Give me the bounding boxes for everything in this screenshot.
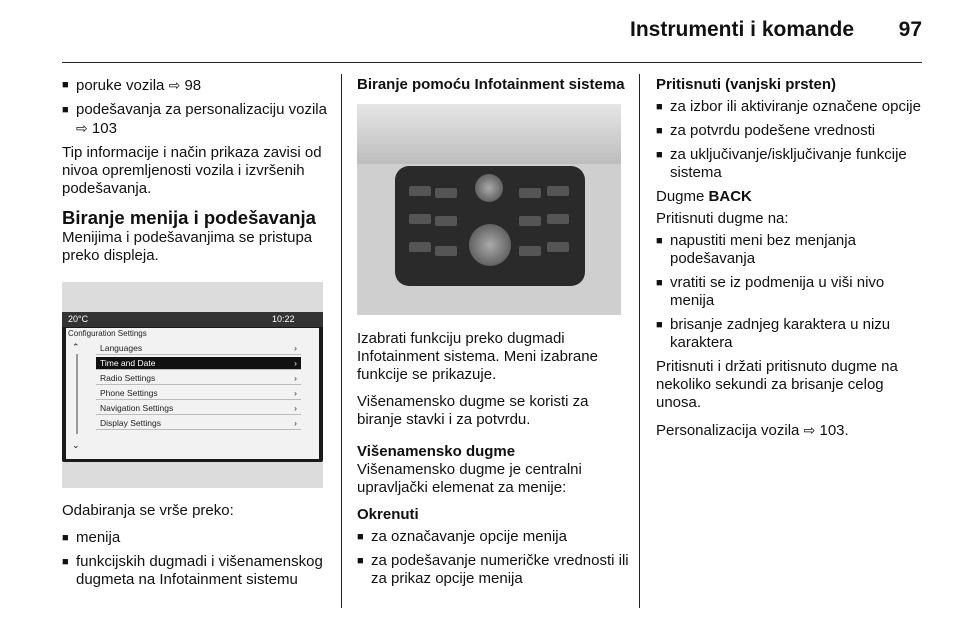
header-rule	[62, 62, 922, 63]
list-item: ■ za uključivanje/isključivanje funkcije sistema	[656, 146, 907, 181]
bullet-icon: ■	[656, 125, 663, 137]
chevron-right-icon: ›	[294, 358, 297, 368]
list-item: ■ za označavanje opcije menija	[357, 528, 567, 545]
scroll-down-icon: ⌄	[72, 440, 80, 450]
display-photo	[62, 282, 323, 488]
chevron-right-icon: ›	[294, 388, 297, 398]
menu-item-display-settings: Display Settings ›	[96, 417, 301, 430]
panel-button-icon	[519, 188, 541, 198]
paragraph: Višenamensko dugme se koristi za biranje stavki i za potvrdu.	[357, 393, 589, 428]
column-divider	[341, 74, 342, 608]
subheading: Višenamensko dugme	[357, 443, 516, 460]
paragraph: Odabiranja se vrše preko:	[62, 502, 234, 519]
paragraph: Menijima i podešavanjima se pristupa preko displeja.	[62, 229, 313, 264]
bullet-icon: ■	[62, 104, 69, 116]
list-item: ■ napustiti meni bez menjanja podešavanja	[656, 232, 856, 267]
panel-button-icon	[409, 242, 431, 252]
back-button-label: BACK	[708, 188, 752, 205]
panel-button-icon	[435, 188, 457, 198]
list-item: ■ za podešavanje numeričke vrednosti ili za prikaz opcije menija	[357, 552, 629, 587]
chevron-right-icon: ›	[294, 343, 297, 353]
paragraph: Dugme BACK	[656, 188, 752, 205]
panel-button-icon	[435, 246, 457, 256]
chevron-right-icon: ›	[294, 403, 297, 413]
list-item: ■ za potvrdu podešene vrednosti	[656, 122, 876, 139]
subheading: Okrenuti	[357, 506, 419, 523]
bullet-icon: ■	[62, 79, 69, 91]
list-item: ■ poruke vozila ⇨ 98	[62, 77, 202, 94]
screen-body	[66, 328, 319, 459]
reference-arrow-icon: ⇨	[76, 120, 88, 136]
list-item: ■ podešavanja za personalizaciju vozila ⇨ 103	[62, 101, 327, 137]
middle-column-top	[357, 76, 629, 94]
chevron-right-icon: ›	[294, 373, 297, 383]
section-heading: Biranje menija i podešavanja	[62, 207, 316, 228]
temperature-readout: 20°C	[68, 314, 89, 324]
panel-button-icon	[547, 214, 569, 224]
menu-item-radio-settings: Radio Settings ›	[96, 372, 301, 385]
bullet-icon: ■	[357, 531, 364, 543]
paragraph: Personalizacija vozila ⇨ 103.	[656, 422, 849, 439]
panel-button-icon	[519, 216, 541, 226]
subheading: Pritisnuti (vanjski prsten)	[656, 76, 837, 93]
scrollbar	[76, 354, 78, 434]
reference-arrow-icon: ⇨	[168, 77, 181, 93]
list-item: ■ menija	[62, 529, 121, 546]
column-divider	[639, 74, 640, 608]
section-heading: Biranje pomoću Infotainment sistema	[357, 76, 625, 93]
volume-knob-icon	[475, 174, 503, 202]
bullet-icon: ■	[656, 235, 663, 247]
right-column	[656, 76, 922, 449]
bullet-icon: ■	[357, 555, 364, 567]
list-item: ■ za izbor ili aktiviranje označene opcije	[656, 98, 921, 115]
screen-title: Configuration Settings	[68, 329, 147, 338]
list-item: ■ brisanje zadnjeg karaktera u nizu karaktera	[656, 316, 891, 351]
clock-readout: 10:22	[272, 314, 295, 324]
bullet-icon: ■	[656, 277, 663, 289]
page-number: 97	[898, 18, 922, 41]
screen-status-bar	[62, 312, 323, 327]
page-header-title: Instrumenti i komande	[630, 18, 855, 41]
bullet-icon: ■	[656, 101, 663, 113]
menu-item-phone-settings: Phone Settings ›	[96, 387, 301, 400]
display-screen	[62, 312, 323, 462]
scroll-up-icon: ⌃	[72, 342, 80, 352]
paragraph: Izabrati funkciju preko dugmadi Infotainment sistema. Meni izabrane funkcije se prikazuje.	[357, 330, 598, 383]
page-reference: 103	[819, 422, 845, 439]
dashboard-vent	[357, 104, 621, 164]
control-panel	[395, 166, 585, 286]
paragraph: Tip informacije i način prikaza zavisi od nivoa opremljenosti vozila i izvršenih podešavanja.	[62, 144, 322, 197]
left-column-bottom	[62, 502, 327, 595]
bullet-icon: ■	[62, 532, 69, 544]
paragraph: Pritisnuti dugme na:	[656, 210, 789, 227]
bullet-icon: ■	[656, 319, 663, 331]
multifunction-knob-icon	[469, 224, 511, 266]
panel-button-icon	[409, 186, 431, 196]
menu-item-time-and-date: Time and Date ›	[96, 357, 301, 370]
left-column	[62, 76, 327, 274]
list-item: ■ funkcijskih dugmadi i višenamenskog dugmeta na Infotainment sistemu	[62, 553, 323, 588]
bullet-icon: ■	[62, 556, 69, 568]
panel-button-icon	[547, 186, 569, 196]
panel-button-icon	[409, 214, 431, 224]
paragraph: Pritisnuti i držati pritisnuto dugme na nekoliko sekundi za brisanje celog unosa.	[656, 358, 898, 411]
panel-button-icon	[435, 216, 457, 226]
panel-button-icon	[519, 246, 541, 256]
page-reference: 98	[184, 77, 202, 94]
menu-item-navigation-settings: Navigation Settings ›	[96, 402, 301, 415]
chevron-right-icon: ›	[294, 418, 297, 428]
middle-column-bottom	[357, 330, 629, 594]
infotainment-console-photo	[357, 104, 621, 315]
panel-button-icon	[547, 242, 569, 252]
menu-item-languages: Languages ›	[96, 342, 301, 355]
list-item: ■ vratiti se iz podmenija u viši nivo menija	[656, 274, 885, 309]
bullet-icon: ■	[656, 149, 663, 161]
page-reference: 103	[91, 120, 117, 137]
paragraph: Višenamensko dugme je centralni upravljački elemenat za menije:	[357, 461, 582, 496]
reference-arrow-icon: ⇨	[803, 422, 816, 438]
